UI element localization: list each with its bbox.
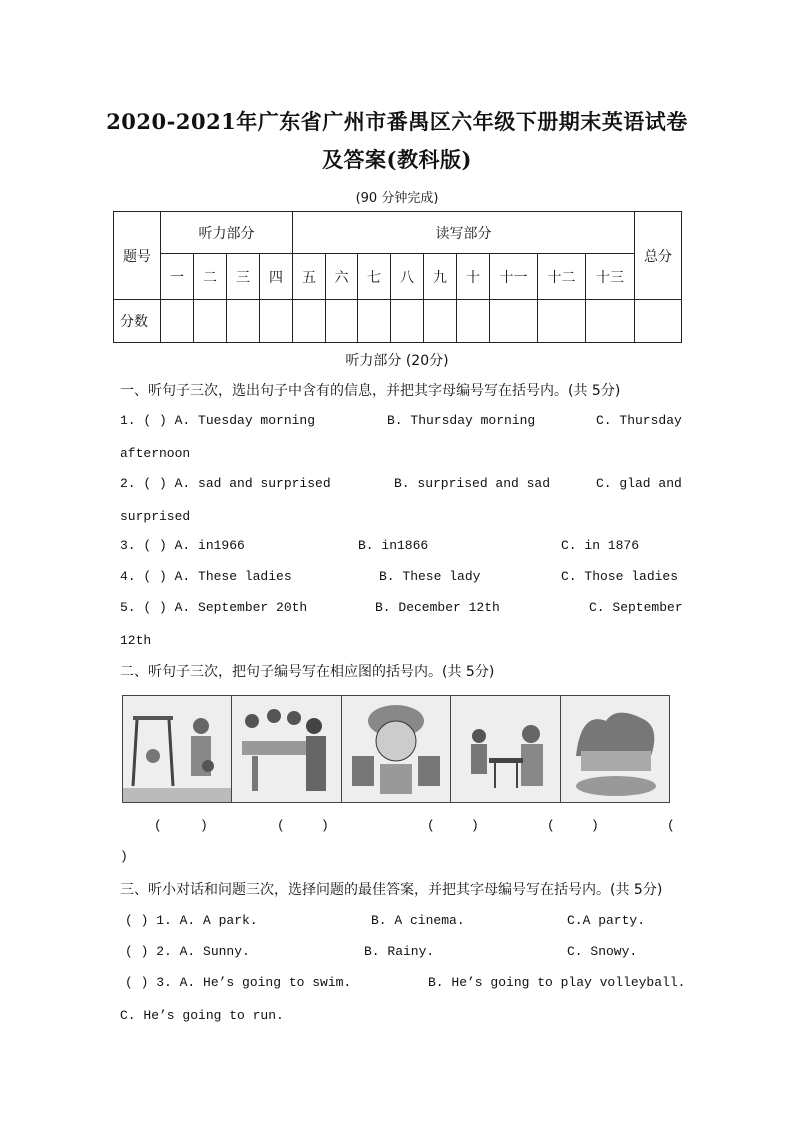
s1-q4-a: 4. ( ) A. These ladies bbox=[120, 569, 292, 584]
col-9: 九 bbox=[424, 254, 457, 300]
picture3-close-bracket: ) bbox=[471, 818, 479, 833]
s1-q5-c: C. September bbox=[589, 600, 683, 615]
score-cell[interactable] bbox=[260, 300, 293, 343]
s1-q5-a: 5. ( ) A. September 20th bbox=[120, 600, 308, 615]
s1-q4-c: C. Those ladies bbox=[561, 569, 679, 584]
listening-heading: 听力部分 (20分) bbox=[345, 353, 449, 369]
s1-q2-c: C. glad and bbox=[596, 476, 682, 491]
picture-strip bbox=[122, 695, 670, 803]
s1-q3-c: C. in 1876 bbox=[561, 538, 640, 553]
listening-header: 听力部分 bbox=[161, 212, 293, 254]
s3-q3-a: ( ) 3. A. He’s going to swim. bbox=[125, 975, 352, 990]
picture5-close-bracket: ) bbox=[120, 849, 128, 864]
score-label: 分数 bbox=[114, 300, 161, 343]
s1-q4-b: B. These lady bbox=[379, 569, 481, 584]
reading-writing-header: 读写部分 bbox=[293, 212, 635, 254]
s1-q1-b: B. Thursday morning bbox=[387, 413, 536, 428]
s1-q2-wrap: surprised bbox=[120, 509, 191, 524]
picture3-open-bracket: ( bbox=[427, 818, 435, 833]
picture4-open-bracket: ( bbox=[547, 818, 555, 833]
s3-q1-a: ( ) 1. A. A park. bbox=[125, 913, 258, 928]
score-cell[interactable] bbox=[424, 300, 457, 343]
col-13: 十三 bbox=[586, 254, 635, 300]
score-cell[interactable] bbox=[358, 300, 391, 343]
score-cell[interactable] bbox=[194, 300, 227, 343]
s1-q3-a: 3. ( ) A. in1966 bbox=[120, 538, 245, 553]
col-4: 四 bbox=[260, 254, 293, 300]
total-header: 总分 bbox=[635, 212, 682, 300]
document-title-line2: 及答案(教科版) bbox=[322, 147, 472, 172]
s1-q1-c: C. Thursday bbox=[596, 413, 682, 428]
score-cell[interactable] bbox=[490, 300, 538, 343]
document-title-line1: 2020-2021年广东省广州市番禺区六年级下册期末英语试卷 bbox=[106, 109, 688, 134]
section1-heading: 一、听句子三次，选出句子中含有的信息，并把其字母编号写在括号内。(共 5分) bbox=[120, 383, 621, 399]
s3-q3-c: C. He’s going to run. bbox=[120, 1008, 284, 1023]
col-1: 一 bbox=[161, 254, 194, 300]
score-cell[interactable] bbox=[457, 300, 490, 343]
picture5-open-bracket: ( bbox=[667, 818, 675, 833]
s1-q1-wrap: afternoon bbox=[120, 446, 191, 461]
picture-family-dinner bbox=[232, 696, 341, 802]
s3-q2-a: ( ) 2. A. Sunny. bbox=[125, 944, 250, 959]
picture-girl-shopping-bags bbox=[342, 696, 451, 802]
score-cell[interactable] bbox=[326, 300, 358, 343]
col-3: 三 bbox=[227, 254, 260, 300]
picture-people-at-table bbox=[451, 696, 560, 802]
s1-q5-wrap: 12th bbox=[120, 633, 152, 648]
section2-heading: 二、听句子三次，把句子编号写在相应图的括号内。(共 5分) bbox=[120, 664, 495, 680]
picture1-open-bracket: ( bbox=[154, 818, 162, 833]
picture2-open-bracket: ( bbox=[277, 818, 285, 833]
picture2-close-bracket: ) bbox=[321, 818, 329, 833]
score-table bbox=[113, 211, 682, 343]
score-cell[interactable] bbox=[538, 300, 586, 343]
time-note: (90 分钟完成) bbox=[355, 191, 439, 206]
s3-q3-b: B. He’s going to play volleyball. bbox=[428, 975, 686, 990]
s3-q2-b: B. Rainy. bbox=[364, 944, 435, 959]
s1-q2-b: B. surprised and sad bbox=[394, 476, 551, 491]
col-5: 五 bbox=[293, 254, 326, 300]
picture1-close-bracket: ) bbox=[200, 818, 208, 833]
s1-q3-b: B. in1866 bbox=[358, 538, 429, 553]
col-7: 七 bbox=[358, 254, 391, 300]
picture4-close-bracket: ) bbox=[591, 818, 599, 833]
section3-heading: 三、听小对话和问题三次，选择问题的最佳答案，并把其字母编号写在括号内。(共 5分) bbox=[120, 882, 663, 898]
score-cell[interactable] bbox=[635, 300, 682, 343]
picture-trees-and-rocks bbox=[561, 696, 669, 802]
score-cell[interactable] bbox=[293, 300, 326, 343]
s3-q1-b: B. A cinema. bbox=[371, 913, 465, 928]
s1-q2-a: 2. ( ) A. sad and surprised bbox=[120, 476, 331, 491]
s3-q2-c: C. Snowy. bbox=[567, 944, 638, 959]
row-header: 题号 bbox=[114, 212, 161, 300]
picture-playground-swing bbox=[123, 696, 232, 802]
col-10: 十 bbox=[457, 254, 490, 300]
score-cell[interactable] bbox=[391, 300, 424, 343]
s1-q1-a: 1. ( ) A. Tuesday morning bbox=[120, 413, 316, 428]
col-6: 六 bbox=[326, 254, 358, 300]
score-cell[interactable] bbox=[161, 300, 194, 343]
s1-q5-b: B. December 12th bbox=[375, 600, 500, 615]
score-cell[interactable] bbox=[586, 300, 635, 343]
col-2: 二 bbox=[194, 254, 227, 300]
s3-q1-c: C.A party. bbox=[567, 913, 646, 928]
col-12: 十二 bbox=[538, 254, 586, 300]
col-8: 八 bbox=[391, 254, 424, 300]
col-11: 十一 bbox=[490, 254, 538, 300]
score-cell[interactable] bbox=[227, 300, 260, 343]
